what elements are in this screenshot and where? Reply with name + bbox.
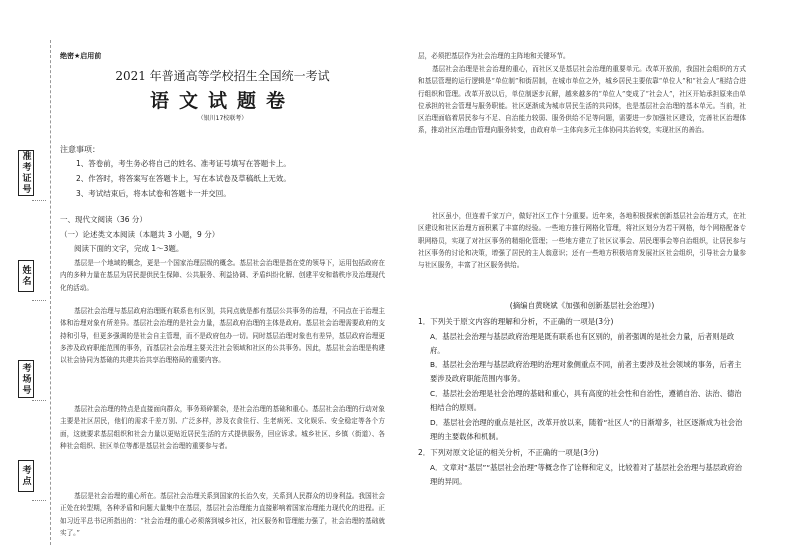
notes-title: 注意事项： [60, 145, 100, 154]
question-option: D．基层社会治理的重点是社区，改革开放以来，随着“社区人”的日渐增多，社区逐渐成为社会治理的主要载体和机制。 [430, 418, 743, 441]
page-title: 语文试题卷 [149, 90, 295, 112]
question-stem: 1．下列关于原文内容的理解和分析，不正确的一项是(3分) [418, 317, 614, 326]
question-option: A．基层社会治理与基层政府治理是既有联系也有区别的，前者强调的是社会力量，后者则是政府。 [430, 332, 735, 355]
passage-source: (摘编自黄晓斌《加强和创新基层社会治理》) [509, 301, 655, 310]
sidebar-label-site: 考点 [18, 460, 34, 492]
sidebar-fill-line [32, 420, 46, 501]
sidebar-fill-line [32, 320, 46, 401]
passage-paragraph: 基层社会治理与基层政府治理既有联系也有区别，共同点就是都有基层公共事务的治理，不同点在于治理主体和治理对象有所差异。基层社会治理的是社会力量，基层政府治理的主体是政府。基层社会治理需要政府的支持和引导，但更多强调的是社会自主管理，而不是政府包办一切。同时基层治理对象也有差异，基层政府治理更多涉及政府职能范围的事务，而基层社会治理主要关注社会领域和社区的公共事务。因此，基层社会治理是构建以社会协同为基础的共建共治共享治理格局的重要内容。 [60, 307, 385, 365]
secret-mark: 绝密★启用前 [60, 52, 102, 60]
question-option: C．基层社会治理是社会治理的基础和重心，具有高度的社会性和自治性，遵循自治、法治、德治相结合的原则。 [430, 389, 742, 412]
note-item: 3、考试结束后，将本试卷和答题卡一并交回。 [76, 189, 231, 198]
seal-dash-line [50, 40, 51, 545]
sidebar-label-name: 姓名 [18, 260, 34, 292]
version-label: （银川17校联考） [197, 115, 248, 122]
question-option: A．文章对“基层”“基层社会治理”等概念作了诠释和定义，比较着对了基层社会治理与基层政府治理的异同。 [430, 463, 742, 486]
sidebar-label-admission-number: 准考证号 [18, 150, 34, 196]
passage-paragraph: 基层是社会治理的重心所在。基层社会治理关系到国家的长治久安，关系到人民群众的切身利益。我国社会正处在转型期，各种矛盾和问题大量集中在基层，基层社会治理能力直接影响着国家治理能力现代化的进程。正如习近平总书记所指出的：“社会治理的重心必须落到城乡社区，社区服务和管理能力强了，社会治理的基础就实了。” [60, 492, 385, 537]
section-heading: 一、现代文阅读（36 分） [60, 215, 147, 224]
passage-paragraph: 层，必须把基层作为社会治理的主阵地和关键环节。 [418, 52, 570, 60]
passage-paragraph: 社区虽小，但连着千家万户，做好社区工作十分重要。近年来，各地积极探索创新基层社会治理方式，在社区建设和社区治理方面积累了丰富的经验。一些地方推行网格化管理，将社区划分为若干网格，每个网格配备专职网格员，实现了对社区事务的精细化管理；一些地方建立了社区议事会、居民理事会等自治组织，让居民参与社区事务的讨论和决策，增强了居民的主人翁意识；还有一些地方积极培育发展社区社会组织，引导社会力量参与社区服务，丰富了社区服务供给。 [418, 212, 746, 270]
passage-paragraph: 基层社会治理是社会治理的重心，而社区又是基层社会治理的重要单元。改革开放前，我国社会组织的方式和基层管理的运行逻辑是“单位制”和街居制，在城市单位之外，城乡居民主要依靠“单位人”和“社会人”相结合进行组织和管理。改革开放以后，单位制逐步瓦解，越来越多的“单位人”变成了“社会人”，社区开始承担原来由单位承担的社会管理与服务职能。社区逐渐成为城市居民生活的共同体，也是基层社会治理的基本单元。当前，社区治理面临着居民参与不足、自治能力较弱、服务供给不足等问题，需要进一步加强社区建设，完善社区治理体系，推动社区治理由管理向服务转变，由政府单一主体向多元主体协同共治转变，实现社区的善治。 [418, 65, 746, 135]
passage-paragraph: 基层是一个地域的概念，更是一个国家治理层级的概念。基层社会治理是指在党的领导下，运用包括政府在内的多种力量在基层为居民提供民生保障、公共服务、利益协调、矛盾纠纷化解、创建平安和谐秩序及治理现代化的活动。 [60, 259, 385, 292]
passage-paragraph: 基层社会治理的特点是直接面向群众，事务琐碎繁杂，是社会治理的基础和重心。基层社会治理的行动对象主要是社区居民，他们的需求千差万别、广泛多样，涉及衣食住行、生老病死、文化娱乐、安全稳定等各个方面，这就要求基层组织和社会力量以更贴近居民生活的方式提供服务，回应诉求。城乡社区、乡镇（街道）、各种社会组织、驻区单位等都是基层社会治理的重要参与者。 [60, 405, 385, 450]
subsection-heading: （一）论述类文本阅读（本题共 3 小题，9 分） [60, 230, 220, 239]
question-stem: 2．下列对原文论证的相关分析，不正确的一项是(3分) [418, 448, 599, 457]
note-item: 1、答卷前，考生务必将自己的姓名、准考证号填写在答题卡上。 [76, 159, 291, 168]
exam-title: 2021 年普通高等学校招生全国统一考试 [115, 69, 330, 83]
question-option: B．基层社会治理与基层政府治理的治理对象侧重点不同，前者主要涉及社会领域的事务，后者主要涉及政府职能范围内事务。 [430, 360, 742, 383]
sidebar-fill-line [32, 120, 46, 201]
reading-instruction: 阅读下面的文字，完成 1～3题。 [74, 244, 184, 253]
sidebar-label-room: 考场号 [18, 360, 34, 398]
note-item: 2、作答时，将答案写在答题卡上，写在本试卷及草稿纸上无效。 [76, 174, 291, 183]
binding-sidebar [8, 40, 56, 545]
sidebar-fill-line [32, 220, 46, 301]
